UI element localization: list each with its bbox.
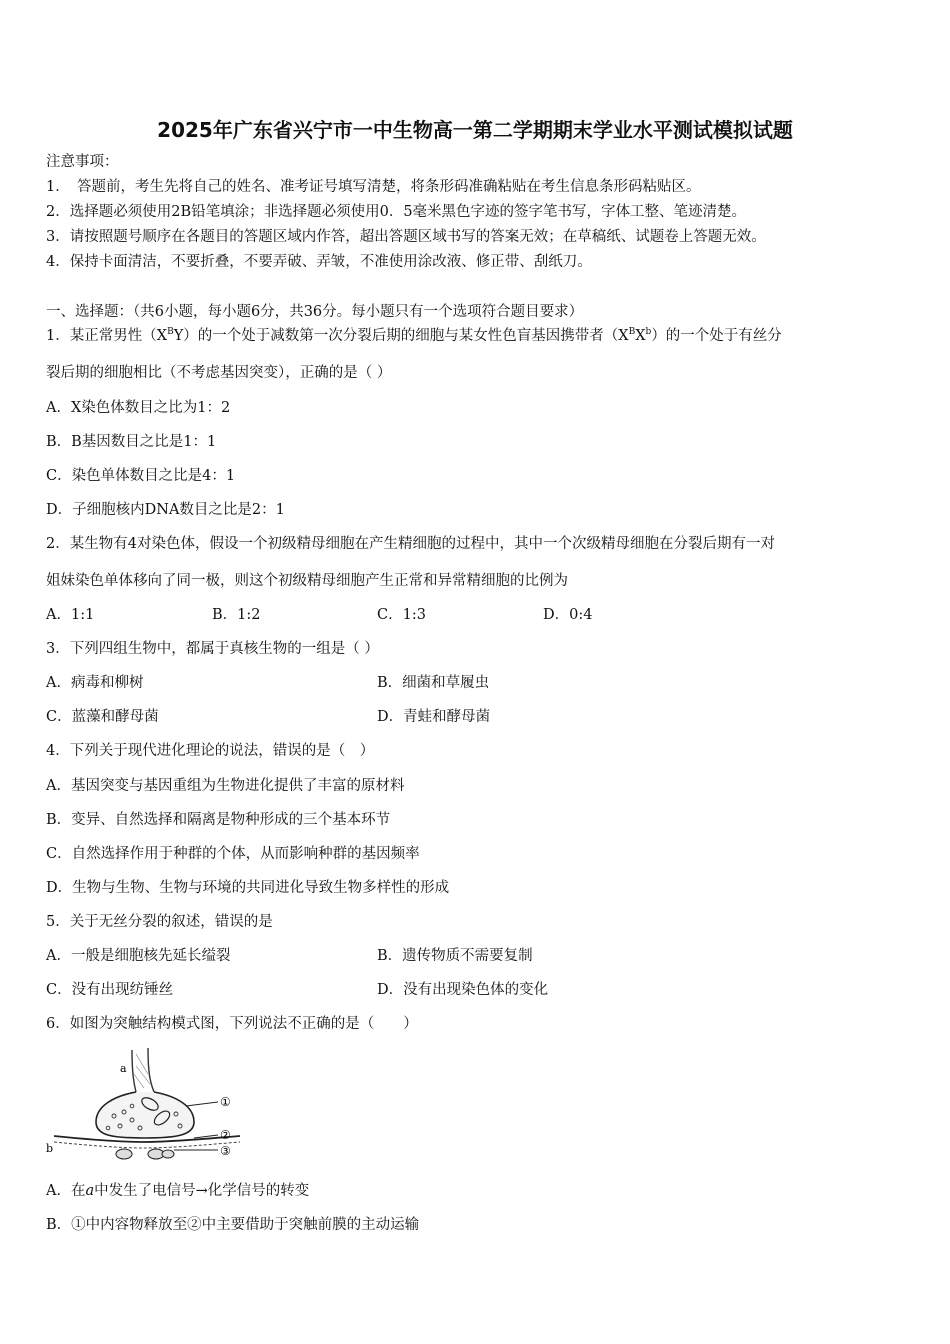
q6-option-a[interactable] bbox=[46, 1182, 309, 1200]
q1-text: Y）的一个处于减数第一次分裂后期的细胞与某女性色盲基因携带者（X bbox=[173, 328, 629, 344]
q1-option-b[interactable]: B．B基因数目之比是1：1 bbox=[46, 434, 217, 450]
callout-2: ② bbox=[220, 1128, 231, 1142]
q1-sup: B bbox=[167, 327, 174, 337]
question-3-stem: 3．下列四组生物中，都属于真核生物的一组是（ ） bbox=[46, 641, 379, 657]
question-2-stem-cont: 姐妹染色单体移向了同一极，则这个初级精母细胞产生正常和异常精细胞的比例为 bbox=[46, 573, 568, 589]
q5-option-b[interactable]: B．遗传物质不需要复制 bbox=[377, 948, 533, 964]
q1-text: X bbox=[635, 328, 646, 344]
q2-option-c[interactable]: C．1:3 bbox=[377, 607, 426, 623]
postsynaptic-membrane-inner bbox=[54, 1142, 240, 1148]
notice-item: 1． 答题前，考生先将自己的姓名、准考证号填写清楚，将条形码准确粘贴在考生信息条形码粘贴区。 bbox=[46, 179, 701, 195]
q3-option-c[interactable]: C．蓝藻和酵母菌 bbox=[46, 709, 159, 725]
q4-option-a[interactable]: A．基因突变与基因重组为生物进化提供了丰富的原材料 bbox=[46, 778, 405, 794]
q2-option-a[interactable]: A．1:1 bbox=[46, 607, 95, 623]
q5-option-a[interactable]: A．一般是细胞核先延长缢裂 bbox=[46, 948, 231, 964]
q6-option-a-var: a bbox=[85, 1183, 95, 1199]
callout-3: ③ bbox=[220, 1144, 231, 1158]
q1-option-a[interactable]: A．X染色体数目之比为1：2 bbox=[46, 400, 231, 416]
question-4-stem: 4．下列关于现代进化理论的说法，错误的是（ ） bbox=[46, 743, 375, 759]
notice-heading: 注意事项： bbox=[46, 154, 119, 170]
label-a: a bbox=[120, 1062, 127, 1075]
section-heading: 一、选择题：（共6小题，每小题6分，共36分。每小题只有一个选项符合题目要求） bbox=[46, 304, 584, 320]
q1-option-c[interactable]: C．染色单体数目之比是4：1 bbox=[46, 468, 236, 484]
q6-option-a-text: A．在 bbox=[46, 1183, 86, 1199]
q4-option-d[interactable]: D．生物与生物、生物与环境的共同进化导致生物多样性的形成 bbox=[46, 880, 450, 896]
q3-option-a[interactable]: A．病毒和柳树 bbox=[46, 675, 144, 691]
question-1-stem-cont: 裂后期的细胞相比（不考虑基因突变），正确的是（ ） bbox=[46, 365, 392, 381]
q6-option-b[interactable]: B．①中内容物释放至②中主要借助于突触前膜的主动运输 bbox=[46, 1217, 420, 1233]
label-b: b bbox=[46, 1142, 54, 1155]
axon-outline bbox=[132, 1050, 136, 1092]
synapse-figure bbox=[44, 1044, 244, 1166]
axon-outline bbox=[148, 1048, 154, 1092]
q2-option-d[interactable]: D．0:4 bbox=[543, 607, 593, 623]
leader-line bbox=[186, 1102, 218, 1106]
callout-1: ① bbox=[220, 1095, 231, 1109]
receptor bbox=[162, 1150, 174, 1158]
q6-option-a-text: 中发生了电信号→化学信号的转变 bbox=[94, 1183, 310, 1199]
notice-item: 3．请按照题号顺序在各题目的答题区域内作答，超出答题区域书写的答案无效；在草稿纸、试题卷上答题无效。 bbox=[46, 229, 766, 245]
q2-option-b[interactable]: B．1:2 bbox=[212, 607, 261, 623]
question-1-stem bbox=[46, 327, 782, 345]
q4-option-c[interactable]: C．自然选择作用于种群的个体，从而影响种群的基因频率 bbox=[46, 846, 420, 862]
q1-sup: B bbox=[628, 327, 636, 337]
notice-item: 2．选择题必须使用2B铅笔填涂；非选择题必须使用0．5毫米黑色字迹的签字笔书写，字体工整、笔迹清楚。 bbox=[46, 204, 747, 220]
q1-sup: b bbox=[645, 327, 652, 337]
q3-option-d[interactable]: D．青蛙和酵母菌 bbox=[377, 709, 491, 725]
notice-item: 4．保持卡面清洁，不要折叠，不要弄破、弄皱，不准使用涂改液、修正带、刮纸刀。 bbox=[46, 254, 592, 270]
q5-option-c[interactable]: C．没有出现纺锤丝 bbox=[46, 982, 174, 998]
q1-text: 1．某正常男性（X bbox=[46, 328, 168, 344]
q1-option-d[interactable]: D．子细胞核内DNA数目之比是2：1 bbox=[46, 502, 285, 518]
question-5-stem: 5．关于无丝分裂的叙述，错误的是 bbox=[46, 914, 273, 930]
question-6-stem: 6．如图为突触结构模式图，下列说法不正确的是（ ） bbox=[46, 1016, 418, 1032]
question-2-stem: 2．某生物有4对染色体，假设一个初级精母细胞在产生精细胞的过程中，其中一个次级精母细胞在分裂后期有一对 bbox=[46, 536, 775, 552]
q5-option-d[interactable]: D．没有出现染色体的变化 bbox=[377, 982, 549, 998]
q4-option-b[interactable]: B．变异、自然选择和隔离是物种形成的三个基本环节 bbox=[46, 812, 391, 828]
synaptic-knob bbox=[96, 1092, 194, 1138]
q1-text: ）的一个处于有丝分 bbox=[651, 328, 782, 344]
q3-option-b[interactable]: B．细菌和草履虫 bbox=[377, 675, 490, 691]
page-title: 2025年广东省兴宁市一中生物高一第二学期期末学业水平测试模拟试题 bbox=[157, 118, 793, 142]
receptor bbox=[116, 1149, 132, 1159]
